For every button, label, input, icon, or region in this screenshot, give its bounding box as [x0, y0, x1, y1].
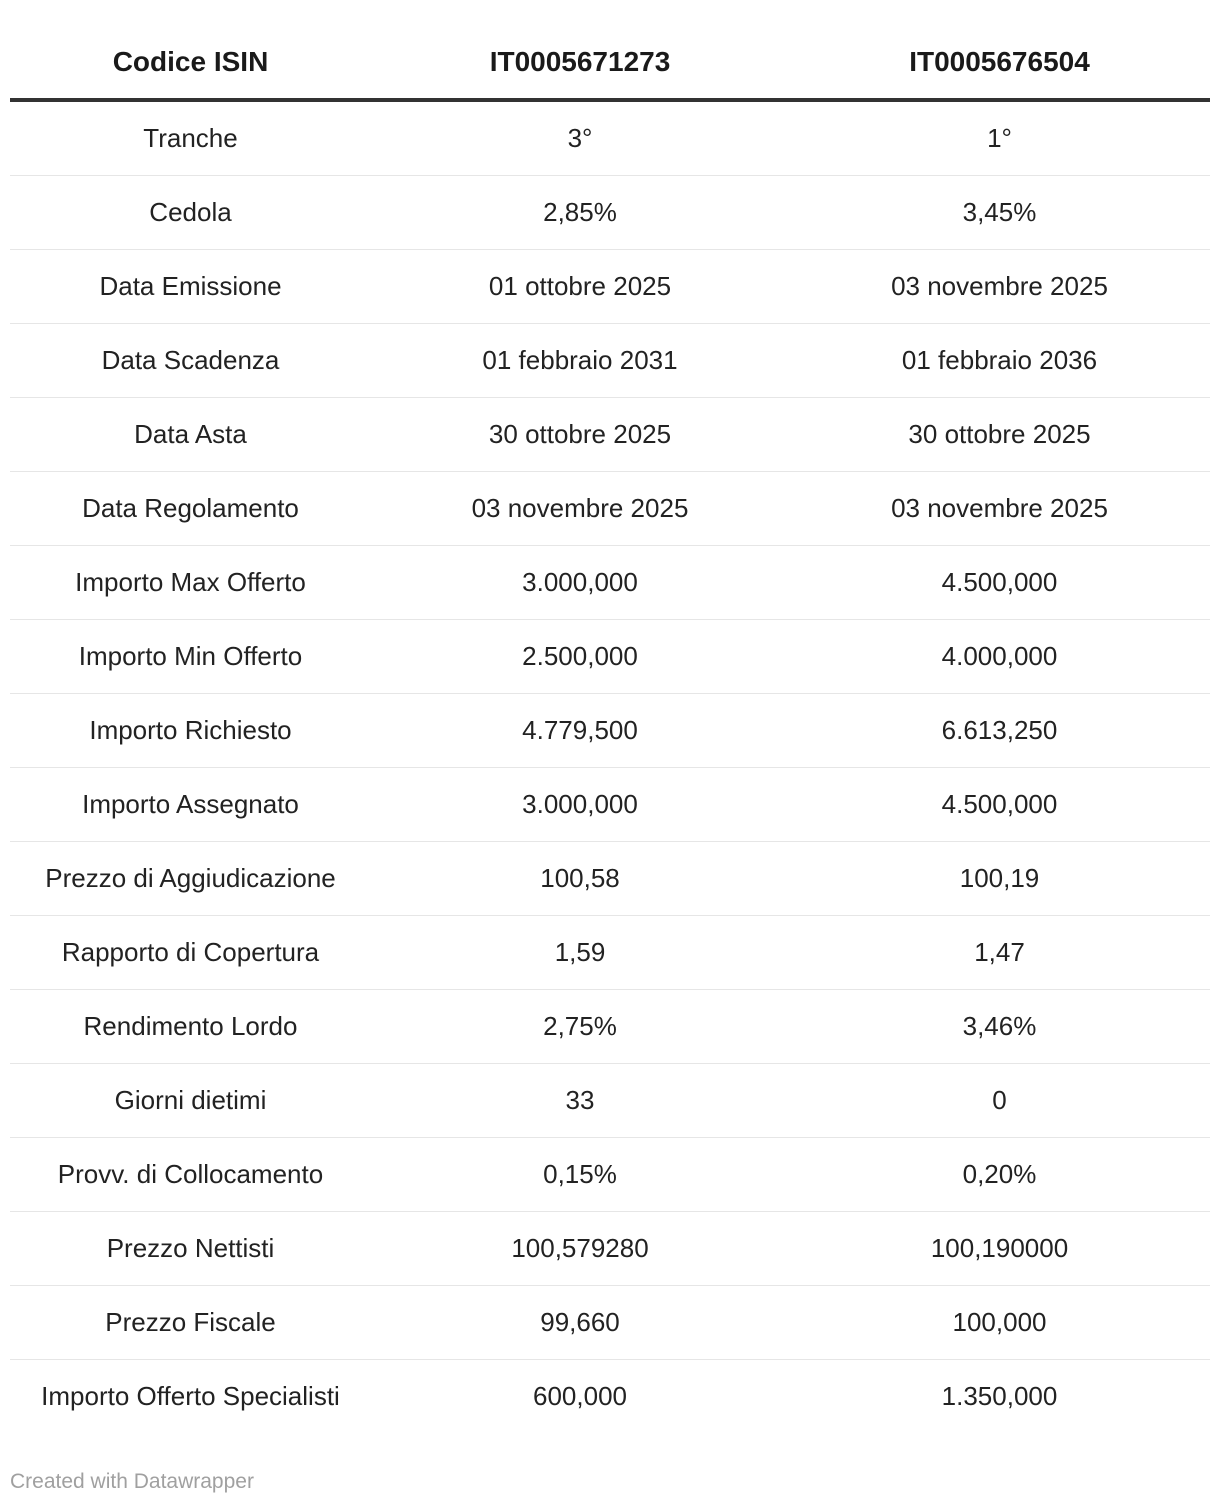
row-label: Prezzo Fiscale — [10, 1286, 371, 1360]
row-label: Provv. di Collocamento — [10, 1138, 371, 1212]
cell-value: 100,000 — [789, 1286, 1210, 1360]
row-label: Prezzo Nettisti — [10, 1212, 371, 1286]
table-row — [10, 620, 1210, 694]
cell-value: 01 febbraio 2031 — [371, 324, 789, 398]
table-row — [10, 1286, 1210, 1360]
cell-value: 30 ottobre 2025 — [789, 398, 1210, 472]
cell-value: 1,47 — [789, 916, 1210, 990]
cell-value: 3.000,000 — [371, 546, 789, 620]
cell-value: 01 ottobre 2025 — [371, 250, 789, 324]
cell-value: 1,59 — [371, 916, 789, 990]
cell-value: 2.500,000 — [371, 620, 789, 694]
table-row — [10, 916, 1210, 990]
cell-value: 3,46% — [789, 990, 1210, 1064]
cell-value: 4.000,000 — [789, 620, 1210, 694]
table-row — [10, 1138, 1210, 1212]
cell-value: 30 ottobre 2025 — [371, 398, 789, 472]
cell-value: 99,660 — [371, 1286, 789, 1360]
row-label: Data Regolamento — [10, 472, 371, 546]
row-label: Importo Richiesto — [10, 694, 371, 768]
cell-value: 100,58 — [371, 842, 789, 916]
cell-value: 600,000 — [533, 1381, 627, 1411]
row-label: Rendimento Lordo — [10, 990, 371, 1064]
cell-value: 3° — [371, 100, 789, 176]
table-row — [10, 1064, 1210, 1138]
table-row — [10, 694, 1210, 768]
cell-value: 3.000,000 — [371, 768, 789, 842]
cell-value: 03 novembre 2025 — [789, 472, 1210, 546]
row-label: Data Emissione — [10, 250, 371, 324]
table-row — [10, 768, 1210, 842]
cell-value: 03 novembre 2025 — [371, 472, 789, 546]
cell-value: 6.613,250 — [789, 694, 1210, 768]
cell-value: 01 febbraio 2036 — [789, 324, 1210, 398]
cell-value: 2,85% — [371, 176, 789, 250]
row-label: Giorni dietimi — [10, 1064, 371, 1138]
row-label: Prezzo di Aggiudicazione — [10, 842, 371, 916]
table-row — [10, 324, 1210, 398]
cell-value: 4.500,000 — [789, 768, 1210, 842]
row-label: Cedola — [10, 176, 371, 250]
table-row — [10, 472, 1210, 546]
cell-value: 100,579280 — [371, 1212, 789, 1286]
cell-value: 4.779,500 — [371, 694, 789, 768]
header-isin-1[interactable]: IT0005671273 — [371, 26, 789, 100]
table-row — [10, 1360, 1210, 1434]
datawrapper-credit-link[interactable]: Created with Datawrapper — [10, 1470, 254, 1493]
cell-value: 33 — [371, 1064, 789, 1138]
data-table — [10, 26, 1210, 1433]
table-row — [10, 842, 1210, 916]
table-row — [10, 250, 1210, 324]
table-row — [10, 1212, 1210, 1286]
row-label: Importo Min Offerto — [10, 620, 371, 694]
row-label: Data Asta — [10, 398, 371, 472]
cell-value: 0,15% — [371, 1138, 789, 1212]
row-label: Importo Offerto Specialisti — [41, 1381, 340, 1411]
cell-value: 100,190000 — [789, 1212, 1210, 1286]
data-table-container — [10, 26, 1210, 1433]
cell-value: 0 — [789, 1064, 1210, 1138]
table-row — [10, 398, 1210, 472]
table-row — [10, 100, 1210, 176]
row-label: Importo Max Offerto — [10, 546, 371, 620]
cell-value: 03 novembre 2025 — [789, 250, 1210, 324]
row-label: Importo Assegnato — [10, 768, 371, 842]
header-label-isin[interactable]: Codice ISIN — [10, 26, 371, 100]
cell-value: 4.500,000 — [789, 546, 1210, 620]
row-label: Rapporto di Copertura — [10, 916, 371, 990]
table-row — [10, 546, 1210, 620]
cell-value: 3,45% — [789, 176, 1210, 250]
table-header-row — [10, 26, 1210, 100]
row-label: Data Scadenza — [10, 324, 371, 398]
cell-value: 1° — [789, 100, 1210, 176]
cell-value: 100,19 — [789, 842, 1210, 916]
row-label: Tranche — [10, 100, 371, 176]
cell-value: 2,75% — [371, 990, 789, 1064]
header-isin-2[interactable]: IT0005676504 — [789, 26, 1210, 100]
cell-value: 1.350,000 — [941, 1381, 1058, 1411]
table-row — [10, 176, 1210, 250]
table-row — [10, 990, 1210, 1064]
cell-value: 0,20% — [789, 1138, 1210, 1212]
